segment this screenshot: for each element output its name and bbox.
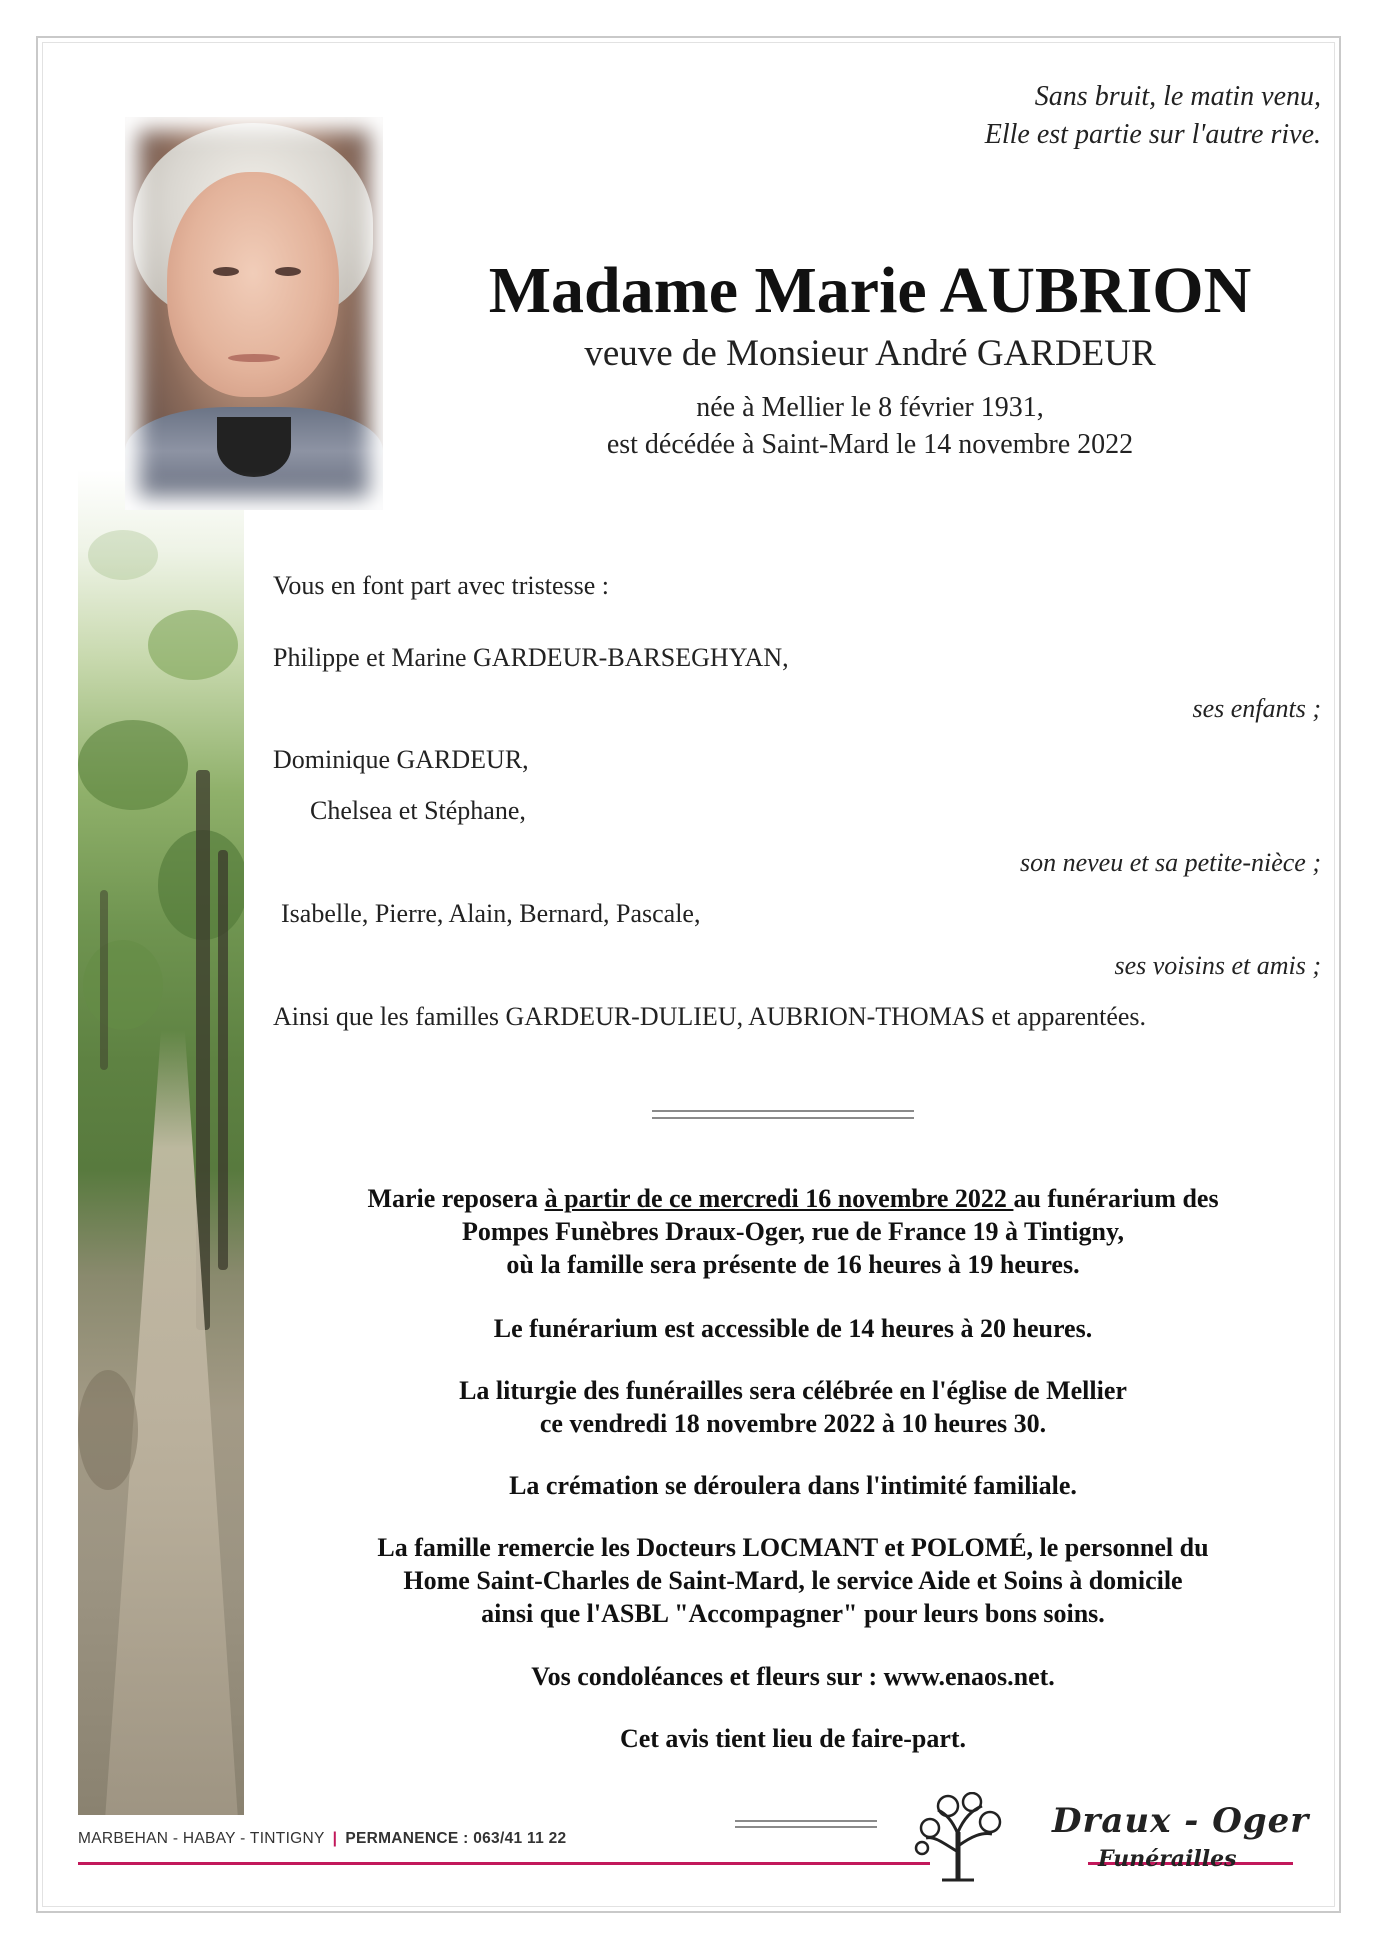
viewing-post: au funérarium des <box>1013 1184 1219 1213</box>
family-group-1: Philippe et Marine GARDEUR-BARSEGHYAN, <box>273 643 789 672</box>
section-divider <box>652 1110 914 1119</box>
liturgy-line-2: ce vendredi 18 novembre 2022 à 10 heures 30. <box>539 1409 1047 1438</box>
poem-line-1: Sans bruit, le matin venu, <box>1034 81 1321 112</box>
thanks-paragraph <box>273 1531 1313 1630</box>
family-role-1: ses enfants ; <box>1192 694 1321 723</box>
liturgy-paragraph <box>273 1374 1313 1440</box>
family-intro: Vous en font part avec tristesse : <box>273 571 609 600</box>
viewing-line-2: Pompes Funèbres Draux-Oger, rue de France 19 à Tintigny, <box>461 1217 1125 1246</box>
birth-line: née à Mellier le 8 février 1931, <box>696 392 1044 423</box>
viewing-paragraph <box>273 1182 1313 1281</box>
footer-permanence: PERMANENCE : 063/41 11 22 <box>345 1830 567 1847</box>
thanks-line-1: La famille remercie les Docteurs LOCMANT et POLOMÉ, le personnel du <box>377 1533 1209 1562</box>
family-closing: Ainsi que les familles GARDEUR-DULIEU, AUBRION-THOMAS et apparentées. <box>273 1002 1147 1031</box>
condolences-line: Vos condoléances et fleurs sur : www.enaos.net. <box>531 1662 1055 1691</box>
family-group-3: Isabelle, Pierre, Alain, Bernard, Pascale, <box>281 899 701 928</box>
viewing-line-3: où la famille sera présente de 16 heures à 19 heures. <box>506 1250 1080 1279</box>
thanks-line-3: ainsi que l'ASBL "Accompagner" pour leurs bons soins. <box>481 1599 1105 1628</box>
liturgy-line-1: La liturgie des funérailles sera célébrée en l'église de Mellier <box>459 1376 1127 1405</box>
epitaph-poem <box>821 78 1321 154</box>
portrait-photo <box>125 117 383 510</box>
funerarium-hours: Le funérarium est accessible de 14 heures à 20 heures. <box>493 1314 1093 1343</box>
tree-logo-icon <box>912 1792 1004 1884</box>
viewing-pre: Marie reposera <box>367 1184 545 1213</box>
family-group-2b: Chelsea et Stéphane, <box>310 796 526 825</box>
brand-subtitle: Funérailles <box>1098 1846 1237 1872</box>
footer-contact <box>78 1830 566 1848</box>
cremation-note: La crémation se déroulera dans l'intimité familiale. <box>509 1471 1077 1500</box>
footer-accent-line <box>78 1862 930 1865</box>
family-group-2a: Dominique GARDEUR, <box>273 745 529 774</box>
brand-name: Draux - Oger <box>1052 1801 1310 1841</box>
footer-divider-lines <box>735 1820 877 1828</box>
thanks-line-2: Home Saint-Charles de Saint-Mard, le service Aide et Soins à domicile <box>403 1566 1183 1595</box>
viewing-date: à partir de ce mercredi 16 novembre 2022 <box>544 1184 1014 1213</box>
death-line: est décédée à Saint-Mard le 14 novembre 2022 <box>606 429 1134 460</box>
forest-path-image <box>78 470 244 1815</box>
family-role-3: ses voisins et amis ; <box>1114 951 1321 980</box>
birth-death-dates <box>460 389 1280 463</box>
widow-of: veuve de Monsieur André GARDEUR <box>584 333 1156 374</box>
notice-note: Cet avis tient lieu de faire-part. <box>619 1724 967 1753</box>
family-role-2: son neveu et sa petite-nièce ; <box>1019 848 1321 877</box>
footer-divider: | <box>332 1830 338 1847</box>
poem-line-2: Elle est partie sur l'autre rive. <box>984 119 1321 150</box>
deceased-name: Madame Marie AUBRION <box>488 254 1252 327</box>
footer-locations: MARBEHAN - HABAY - TINTIGNY <box>78 1830 325 1847</box>
